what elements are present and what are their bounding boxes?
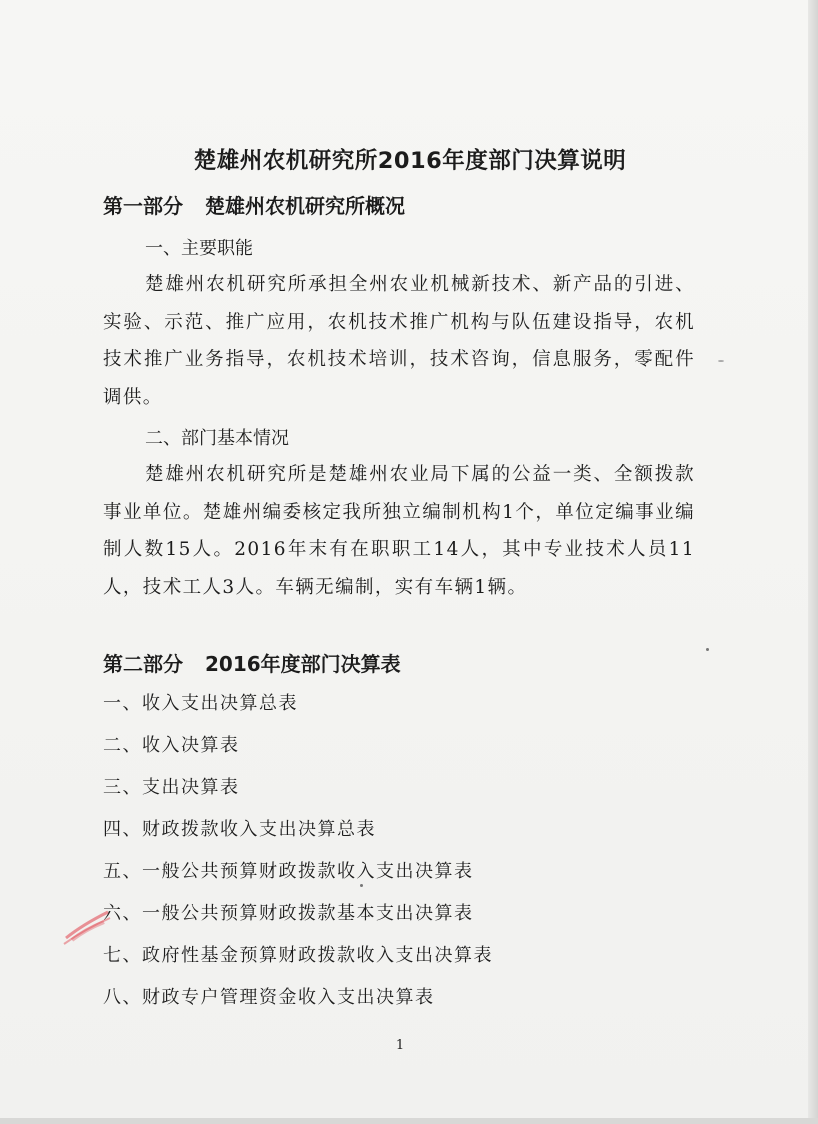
document-title: 楚雄州农机研究所2016年度部门决算说明 [193, 148, 627, 174]
section1-body: 楚雄州农机研究所承担全州农业机械新技术、新产品的引进、实验、示范、推广应用，农机技术推广机构与队伍建设指导，农机技术推广业务指导，农机技术培训，技术咨询，信息服务，零配件调供。 [103, 274, 695, 408]
scan-speck [706, 648, 709, 651]
part1-label: 第一部分 [103, 194, 183, 218]
scan-speck [360, 884, 363, 887]
part2-heading [103, 648, 401, 677]
table-list-item: 七、政府性基金预算财政拨款收入支出决算表 [103, 945, 493, 966]
table-list-item: 四、财政拨款收入支出决算总表 [103, 819, 376, 840]
red-stamp-mark [58, 900, 118, 950]
part1-heading [103, 190, 405, 219]
table-list-item: 二、收入决算表 [103, 735, 240, 756]
page-number: 1 [395, 1038, 405, 1053]
section1-heading: 一、主要职能 [145, 238, 253, 259]
section2-heading: 二、部门基本情况 [145, 428, 289, 449]
table-list-item: 五、一般公共预算财政拨款收入支出决算表 [103, 861, 474, 882]
scan-edge-right [808, 0, 818, 1124]
table-list-item: 一、收入支出决算总表 [103, 693, 298, 714]
scan-speck [718, 360, 724, 362]
part2-label: 第二部分 [103, 652, 183, 676]
scan-edge-bottom [0, 1118, 818, 1124]
table-list-item: 六、一般公共预算财政拨款基本支出决算表 [103, 903, 474, 924]
part1-title: 楚雄州农机研究所概况 [205, 194, 405, 218]
table-list-item: 三、支出决算表 [103, 777, 240, 798]
table-list-item: 八、财政专户管理资金收入支出决算表 [103, 987, 435, 1008]
section2-body: 楚雄州农机研究所是楚雄州农业局下属的公益一类、全额拨款事业单位。楚雄州编委核定我所独立编制机构1个，单位定编事业编制人数15人。2016年末有在职职工14人，其中专业技术人员11人，技术工人3人。车辆无编制，实有车辆1辆。 [103, 464, 695, 598]
part2-title: 2016年度部门决算表 [205, 652, 401, 676]
